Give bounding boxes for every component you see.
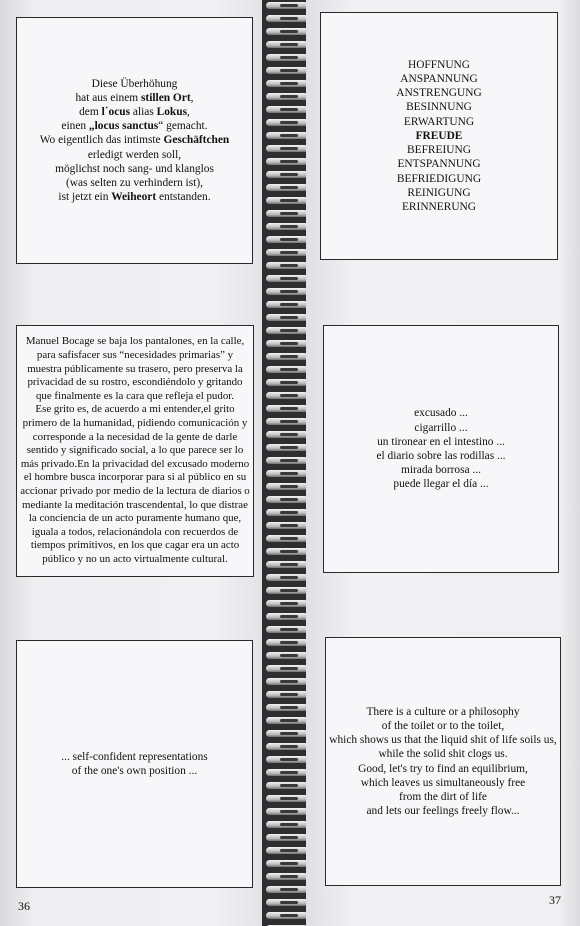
text-segment: entstanden. [156,191,211,204]
text-line: iguala a todos, relacionándola con recuerdos de [31,525,239,538]
bold-text-segment: FREUDE [415,129,463,142]
spiral-coil [266,600,308,607]
spiral-coil [266,275,308,282]
text-segment: möglichst noch sang- und klanglos [55,162,214,175]
spiral-coil [266,886,308,893]
text-line [40,148,230,162]
spiral-coil [266,899,308,906]
spiral-coil [266,392,308,399]
bold-text-segment: stillen Ort [140,91,191,104]
text-line: sentido y significado social, a lo que parece ser lo [26,444,244,457]
spiral-coil [266,808,308,815]
text-line: más privado.En la privacidad del excusado moderno [20,457,250,470]
bold-text-segment: Lokus [156,105,188,118]
text-line: excusado ... [414,407,468,420]
spiral-coil [266,821,308,828]
spiral-coil [266,249,308,256]
text-line: mirada borrosa ... [400,464,482,477]
text-line: para safisfacer sus “necesidades primarias” y [36,349,234,362]
spiral-coil [266,756,308,763]
text-line [40,119,230,133]
text-line: público y no un acto virtualmente cultural. [42,552,228,565]
text-line [396,200,481,214]
text-segment: ENTSPANNUNG [397,158,481,171]
text-segment: alias [130,105,157,118]
text-line [40,105,230,119]
text-line: from the dirt of life [399,790,487,803]
text-segment: HOFFNUNG [407,58,471,71]
text-line: que finalmente es la cara que refleja el pudor. [35,389,235,402]
spiral-coil [266,860,308,867]
spiral-coil [266,145,308,152]
spiral-coil [266,210,308,217]
spiral-coil [266,301,308,308]
text-line: of the toilet or to the toilet, [381,719,505,732]
text-line [40,91,230,105]
text-line [396,72,481,86]
text-line [40,190,230,204]
text-line: muestra públicamente su trasero, pero preserva la [27,362,243,375]
text-line [396,129,481,143]
text-line: cigarrillo ... [414,421,468,434]
spiral-coil [266,353,308,360]
text-box-spanish [16,325,254,577]
spiral-coil [266,457,308,464]
text-line [396,172,481,186]
self-confident-text [61,750,207,778]
spiral-coil [266,327,308,334]
text-segment: , [187,105,190,118]
text-box-word-list [320,12,558,260]
spiral-coil [266,15,308,22]
text-line: primero de la humanidad, pidiendo comunicación y [22,417,248,430]
text-line: mediante la meditación trascendental, lo que distrae [22,498,248,511]
text-line: tiempos primitivos, en los que cagar era un acto [30,539,240,552]
text-segment: ERWARTUNG [403,115,475,128]
text-line: la conciencia de un acto puramente humano que, [28,512,242,525]
spiral-coil [266,665,308,672]
spiral-coil [266,470,308,477]
text-line: el diario sobre las rodillas ... [376,450,506,462]
text-line [40,162,230,176]
text-segment: einen [61,120,89,133]
german-text [40,77,230,205]
text-segment: hat aus einem [75,91,141,104]
text-line [396,157,481,171]
spiral-coil [266,522,308,529]
text-box-self-confident [16,640,253,888]
spiral-coil [266,366,308,373]
left-page [0,0,270,926]
spiral-coil [266,418,308,425]
text-line: ... self-confident representations [61,750,208,763]
text-line: Manuel Bocage se baja los pantalones, en la calle, [25,335,245,348]
bold-text-segment: l´ocus [101,105,131,118]
text-segment: “ gemacht. [158,120,208,133]
spiral-coil [266,834,308,841]
text-line [396,143,481,157]
spiral-coil [266,691,308,698]
spiral-coil [266,2,308,9]
spiral-coil [266,704,308,711]
text-segment: BEFRIEDIGUNG [396,172,482,185]
text-line [40,77,230,91]
spiral-coil [266,743,308,750]
text-segment: (was selten zu verhindern ist), [66,177,203,189]
text-line [40,176,230,190]
bold-text-segment: „locus sanctus [88,120,159,133]
culture-text [329,705,557,819]
spiral-coil [266,379,308,386]
spiral-coil [266,223,308,230]
spiral-coil [266,28,308,35]
spiral-binding [262,0,312,926]
spiral-coil [266,54,308,61]
text-line: Ese grito es, de acuerdo a mi entender,el grito [35,403,235,416]
spiral-coil [266,262,308,269]
text-segment: ANSPANNUNG [400,73,478,86]
spiral-coil [266,639,308,646]
spiral-coil [266,41,308,48]
spiral-coil [266,314,308,321]
text-line: of the one's own position ... [71,765,198,777]
text-box-excusado [323,325,559,573]
text-line [396,100,481,114]
spiral-coil [266,93,308,100]
spiral-coil [266,574,308,581]
text-segment: ERINNERUNG [401,200,477,213]
text-segment: ist jetzt ein [58,191,112,204]
spiral-coil [266,912,308,919]
spiral-coil [266,106,308,113]
spanish-text [20,335,250,566]
spiral-coil [266,613,308,620]
spiral-coil [266,158,308,165]
text-segment: dem [79,105,102,118]
text-segment: BESINNUNG [406,101,472,114]
spiral-coil [266,561,308,568]
word-list-text [396,58,481,214]
text-segment: , [190,91,194,104]
spiral-coil [266,236,308,243]
text-line: Good, let's try to find an equilibrium, [358,762,528,775]
text-line: while the solid shit clogs us. [378,748,508,761]
spiral-coil [266,431,308,438]
spiral-coil [266,288,308,295]
spiral-coil [266,717,308,724]
spiral-coil [266,405,308,412]
right-page [306,0,580,926]
text-segment: BEFREIUNG [407,144,471,157]
spiral-coil [266,847,308,854]
text-segment: ANSTRENGUNG [396,87,482,100]
text-line [40,133,230,147]
spiral-coil [266,795,308,802]
bold-text-segment: Weiheort [111,191,157,204]
excusado-text [376,406,505,491]
text-line: accionar privado por medio de la lectura de diarios o [20,484,250,497]
text-line: There is a culture or a philosophy [366,705,520,718]
text-box-german [16,17,253,264]
spiral-coil [266,587,308,594]
spiral-coil [266,80,308,87]
spiral-coil [266,678,308,685]
spiral-coil [266,873,308,880]
spiral-coil [266,67,308,74]
text-box-culture [325,637,561,886]
spiral-coil [266,652,308,659]
spiral-coil [266,509,308,516]
spiral-coil [266,171,308,178]
text-line: puede llegar el día ... [393,478,489,491]
text-line: corresponde a la necesidad de la gente de darle [32,430,238,443]
text-line [396,186,481,200]
text-line [396,58,481,72]
spiral-coil [266,483,308,490]
text-line [396,86,481,100]
spiral-coil [266,626,308,633]
spiral-coil [266,730,308,737]
page-number-right: 37 [549,893,561,907]
text-line: privacidad de su rostro, escondiéndolo y gritando [27,376,243,389]
spiral-coil [266,496,308,503]
text-line: un tironear en el intestino ... [377,435,505,448]
spiral-coil [266,132,308,139]
spiral-coil [266,197,308,204]
bold-text-segment: Geschäftchen [163,134,230,147]
text-segment: Wo eigentlich das intimste [39,134,164,147]
page-number-left: 36 [18,899,30,913]
spiral-coil [266,535,308,542]
text-line: which shows us that the liquid shit of life soils us, [329,734,557,747]
text-line [396,115,481,129]
spiral-coil [266,184,308,191]
text-line: which leaves us simultaneously free [360,776,526,789]
spiral-coil [266,119,308,126]
spiral-coil [266,769,308,776]
text-line: and lets our feelings freely flow... [366,805,520,818]
spiral-coil [266,782,308,789]
spiral-coil [266,548,308,555]
text-segment: erledigt werden soll, [87,148,182,161]
text-segment: REINIGUNG [407,186,471,199]
text-segment: Diese Überhöhung [91,77,178,90]
spiral-coil [266,340,308,347]
spiral-coil [266,444,308,451]
text-line: el hombre busca incorporar para si al público en su [23,471,247,484]
